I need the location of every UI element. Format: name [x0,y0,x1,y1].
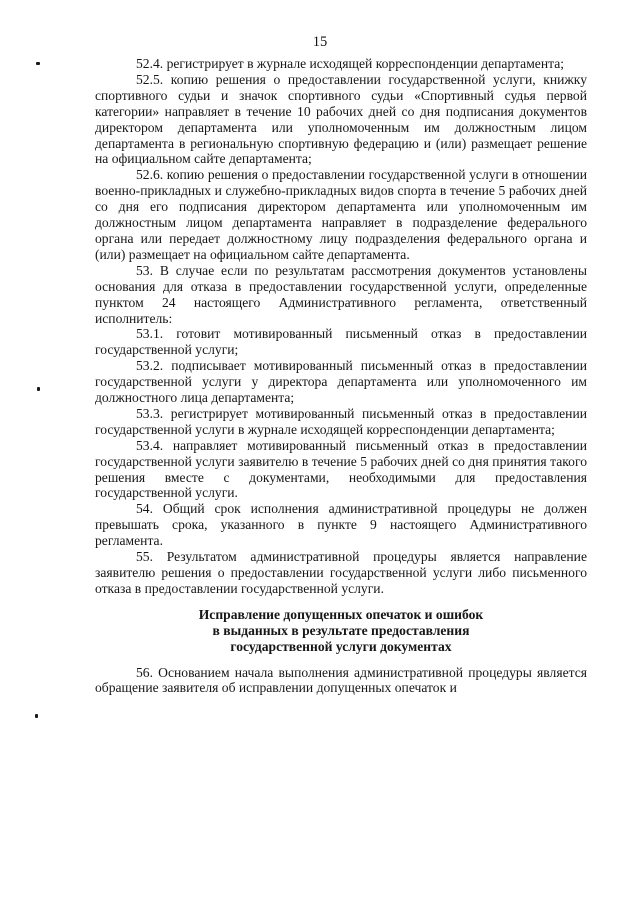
section-heading [95,607,587,655]
scan-artifact-mark [36,62,40,65]
paragraph-52-4: 52.4. регистрирует в журнале исходящей корреспонденции департамента; [136,56,565,71]
document-body [95,56,587,696]
paragraph-56: 56. Основанием начала выполнения административной процедуры является обращение заявителя об исправлении допущенных опечаток и [95,664,587,696]
paragraph-54: 54. Общий срок исполнения административной процедуры не должен превышать срока, указанного в пункте 9 настоящего Административного регламента. [95,501,587,549]
section-heading-line-3: государственной услуги документах [230,638,452,654]
paragraph-53-1: 53.1. готовит мотивированный письменный отказ в предоставлении государственной услуги; [95,326,587,358]
paragraph-55: 55. Результатом административной процедуры является направление заявителю решения о предоставлении государственной услуги либо письменного отказа в предоставлении государственной услуги. [95,549,587,596]
paragraph-52-6: 52.6. копию решения о предоставлении государственной услуги в отношении военно-прикладных и служебно-прикладных видов спорта в течение 5 рабочих дней со дня его подписания директором департамента или уполномоченным им должностным лицом департамента направляет в подразделение федерального органа или передает должностному лицу подразделения федерального органа и (или) размещает на официальном сайте департамента. [95,167,587,262]
scan-artifact-mark [37,387,40,391]
paragraph-53-3: 53.3. регистрирует мотивированный письменный отказ в предоставлении государственной услуги в журнале исходящей корреспонденции департамента; [95,405,587,437]
paragraph-53-2: 53.2. подписывает мотивированный письменный отказ в предоставлении государственной услуги у директора департамента или уполномоченного им должностного лица департамента; [95,358,587,406]
page-number: 15 [312,34,328,50]
paragraph-52-5: 52.5. копию решения о предоставлении государственной услуги, книжку спортивного судьи и значок спортивного судьи «Спортивный судья первой категории» направляет в течение 10 рабочих дней со дня подписания документов директором департамента или уполномоченным им должностным лицом департамента в региональную спортивную федерацию и (или) размещает решение на официальном сайте департамента; [95,71,587,167]
section-heading-line-1: Исправление допущенных опечаток и ошибок [198,606,484,622]
section-heading-line-2: в выданных в результате предоставления [212,622,470,638]
paragraph-53-4: 53.4. направляет мотивированный письменный отказ в предоставлении государственной услуги заявителю в течение 5 рабочих дней со дня принятия такого решения вместе с документами, необходимыми для предоставления государственной услуги. [95,437,587,501]
paragraph-53: 53. В случае если по результатам рассмотрения документов установлены основания для отказа в предоставлении государственной услуги, определенные пунктом 24 настоящего Административного регламента, ответственный исполнитель: [95,262,587,326]
scan-artifact-mark [35,714,38,718]
